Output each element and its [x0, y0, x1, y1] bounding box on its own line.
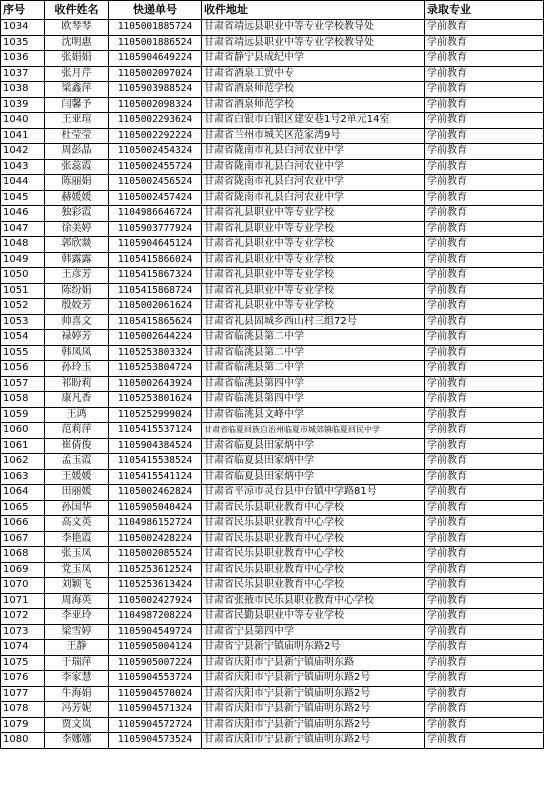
- cell-major: 学前教育: [425, 423, 544, 439]
- cell-tracking: 1105002643924: [109, 376, 202, 392]
- cell-major: 学前教育: [425, 190, 544, 206]
- cell-tracking: 1105904549724: [109, 624, 202, 640]
- cell-tracking: 1105002292224: [109, 128, 202, 144]
- cell-name: 崔倩俊: [45, 438, 109, 454]
- cell-address: 甘肃省张掖市民乐县职业教育中心学校: [202, 593, 425, 609]
- cell-major: 学前教育: [425, 454, 544, 470]
- table-row: [1, 144, 544, 160]
- cell-major: 学前教育: [425, 609, 544, 625]
- cell-address: 甘肃省临洮县文峰中学: [202, 407, 425, 423]
- cell-major: 学前教育: [425, 51, 544, 67]
- cell-major: 学前教育: [425, 128, 544, 144]
- cell-address: 甘肃省礼县职业中等专业学校: [202, 221, 425, 237]
- cell-major: 学前教育: [425, 624, 544, 640]
- cell-major: 学前教育: [425, 562, 544, 578]
- cell-major: 学前教育: [425, 361, 544, 377]
- table-row: [1, 345, 544, 361]
- table-row: [1, 128, 544, 144]
- cell-name: 张月芹: [45, 66, 109, 82]
- cell-tracking: 1105905007224: [109, 655, 202, 671]
- cell-tracking: 1105253801624: [109, 392, 202, 408]
- cell-tracking: 1105253613424: [109, 578, 202, 594]
- cell-id: 1061: [1, 438, 45, 454]
- table-row: [1, 733, 544, 749]
- cell-tracking: 1105904645124: [109, 237, 202, 253]
- cell-address: 甘肃省民乐县职业教育中心学校: [202, 500, 425, 516]
- table-row: [1, 113, 544, 129]
- cell-id: 1069: [1, 562, 45, 578]
- table-row: [1, 190, 544, 206]
- table-row: [1, 252, 544, 268]
- cell-name: 孙国华: [45, 500, 109, 516]
- cell-major: 学前教育: [425, 221, 544, 237]
- cell-id: 1076: [1, 671, 45, 687]
- cell-address: 甘肃省民勤县职业中等专业学校: [202, 609, 425, 625]
- cell-major: 学前教育: [425, 237, 544, 253]
- cell-major: 学前教育: [425, 252, 544, 268]
- table-row: [1, 283, 544, 299]
- cell-name: 范莉萍: [45, 423, 109, 439]
- cell-id: 1053: [1, 314, 45, 330]
- cell-major: 学前教育: [425, 97, 544, 113]
- cell-id: 1058: [1, 392, 45, 408]
- cell-address: 甘肃省临夏县田家炳中学: [202, 438, 425, 454]
- cell-name: 韩露露: [45, 252, 109, 268]
- cell-name: 高文英: [45, 516, 109, 532]
- cell-major: 学前教育: [425, 144, 544, 160]
- table-row: [1, 547, 544, 563]
- cell-major: 学前教育: [425, 438, 544, 454]
- cell-name: 张娟娟: [45, 51, 109, 67]
- table-row: [1, 20, 544, 36]
- table-row: [1, 593, 544, 609]
- cell-major: 学前教育: [425, 283, 544, 299]
- cell-name: 孟玉霞: [45, 454, 109, 470]
- cell-id: 1062: [1, 454, 45, 470]
- cell-address: 甘肃省庆阳市宁县新宁镇庙明东路2号: [202, 702, 425, 718]
- cell-major: 学前教育: [425, 717, 544, 733]
- cell-name: 王静: [45, 640, 109, 656]
- cell-tracking: 1105905004124: [109, 640, 202, 656]
- cell-name: 田丽媛: [45, 485, 109, 501]
- cell-address: 甘肃省礼县固城乡西山村三组72号: [202, 314, 425, 330]
- cell-name: 梁雪婷: [45, 624, 109, 640]
- cell-address: 甘肃省民乐县职业教育中心学校: [202, 531, 425, 547]
- table-body: [1, 20, 544, 749]
- cell-tracking: 1105002427924: [109, 593, 202, 609]
- table-row: [1, 624, 544, 640]
- cell-address: 甘肃省庆阳市宁县新宁镇庙明东路2号: [202, 686, 425, 702]
- cell-tracking: 1105415537124: [109, 423, 202, 439]
- cell-name: 张玉凤: [45, 547, 109, 563]
- cell-id: 1068: [1, 547, 45, 563]
- table-row: [1, 175, 544, 191]
- cell-address: 甘肃省民乐县职业教育中心学校: [202, 562, 425, 578]
- cell-major: 学前教育: [425, 593, 544, 609]
- cell-tracking: 1105002462824: [109, 485, 202, 501]
- cell-tracking: 1105905040424: [109, 500, 202, 516]
- cell-id: 1043: [1, 159, 45, 175]
- cell-major: 学前教育: [425, 702, 544, 718]
- cell-major: 学前教育: [425, 268, 544, 284]
- cell-name: 祁盼莉: [45, 376, 109, 392]
- cell-major: 学前教育: [425, 485, 544, 501]
- header-name: 收件姓名: [45, 1, 109, 20]
- cell-tracking: 1104987208224: [109, 609, 202, 625]
- table-row: [1, 609, 544, 625]
- cell-name: 帅喜文: [45, 314, 109, 330]
- header-tracking: 快递单号: [109, 1, 202, 20]
- cell-id: 1080: [1, 733, 45, 749]
- cell-major: 学前教育: [425, 655, 544, 671]
- cell-major: 学前教育: [425, 640, 544, 656]
- cell-address: 甘肃省平凉市灵台县中台镇中学路81号: [202, 485, 425, 501]
- table-row: [1, 500, 544, 516]
- cell-address: 甘肃省兰州市城关区范家湾9号: [202, 128, 425, 144]
- cell-id: 1034: [1, 20, 45, 36]
- cell-major: 学前教育: [425, 547, 544, 563]
- cell-id: 1042: [1, 144, 45, 160]
- cell-major: 学前教育: [425, 20, 544, 36]
- cell-major: 学前教育: [425, 376, 544, 392]
- cell-major: 学前教育: [425, 578, 544, 594]
- cell-tracking: 1105415538524: [109, 454, 202, 470]
- cell-major: 学前教育: [425, 35, 544, 51]
- header-address: 收件地址: [202, 1, 425, 20]
- cell-id: 1055: [1, 345, 45, 361]
- header-major: 录取专业: [425, 1, 544, 20]
- table-row: [1, 361, 544, 377]
- cell-name: 李娜娜: [45, 733, 109, 749]
- cell-major: 学前教育: [425, 314, 544, 330]
- cell-address: 甘肃省白银市白银区建安巷1号2单元14室: [202, 113, 425, 129]
- cell-id: 1038: [1, 82, 45, 98]
- cell-major: 学前教育: [425, 531, 544, 547]
- table-row: [1, 376, 544, 392]
- table-row: [1, 407, 544, 423]
- cell-id: 1040: [1, 113, 45, 129]
- cell-major: 学前教育: [425, 407, 544, 423]
- cell-name: 孙玲玉: [45, 361, 109, 377]
- cell-name: 王鸿: [45, 407, 109, 423]
- header-row: [1, 1, 544, 20]
- cell-address: 甘肃省酒泉师范学校: [202, 97, 425, 113]
- cell-major: 学前教育: [425, 345, 544, 361]
- cell-tracking: 1105001885724: [109, 20, 202, 36]
- cell-name: 欧琴琴: [45, 20, 109, 36]
- cell-tracking: 1105002428224: [109, 531, 202, 547]
- table-row: [1, 578, 544, 594]
- cell-tracking: 1105253612524: [109, 562, 202, 578]
- table-row: [1, 299, 544, 315]
- cell-tracking: 1105904649224: [109, 51, 202, 67]
- cell-address: 甘肃省民乐县职业教育中心学校: [202, 516, 425, 532]
- cell-tracking: 1105002097024: [109, 66, 202, 82]
- header-id: 序号: [1, 1, 45, 20]
- cell-name: 杜莹莹: [45, 128, 109, 144]
- table-row: [1, 516, 544, 532]
- cell-name: 周海英: [45, 593, 109, 609]
- cell-major: 学前教育: [425, 159, 544, 175]
- table-row: [1, 423, 544, 439]
- cell-tracking: 1105002061624: [109, 299, 202, 315]
- cell-id: 1060: [1, 423, 45, 439]
- cell-id: 1056: [1, 361, 45, 377]
- cell-address: 甘肃省礼县职业中等专业学校: [202, 268, 425, 284]
- cell-id: 1044: [1, 175, 45, 191]
- cell-name: 贾文岚: [45, 717, 109, 733]
- cell-address: 甘肃省礼县职业中等专业学校: [202, 283, 425, 299]
- cell-id: 1071: [1, 593, 45, 609]
- cell-tracking: 1105415866024: [109, 252, 202, 268]
- cell-tracking: 1105253803324: [109, 345, 202, 361]
- cell-address: 甘肃省临夏回族自治州临夏市城郊镇临夏回民中学: [202, 423, 425, 439]
- cell-id: 1054: [1, 330, 45, 346]
- cell-name: 张蕊霞: [45, 159, 109, 175]
- cell-tracking: 1105903777924: [109, 221, 202, 237]
- cell-id: 1036: [1, 51, 45, 67]
- cell-id: 1078: [1, 702, 45, 718]
- table-row: [1, 454, 544, 470]
- table-row: [1, 51, 544, 67]
- cell-id: 1052: [1, 299, 45, 315]
- cell-id: 1059: [1, 407, 45, 423]
- cell-name: 徐美婷: [45, 221, 109, 237]
- cell-id: 1045: [1, 190, 45, 206]
- cell-name: 独彩霞: [45, 206, 109, 222]
- cell-id: 1065: [1, 500, 45, 516]
- cell-id: 1073: [1, 624, 45, 640]
- cell-tracking: 1105002455724: [109, 159, 202, 175]
- cell-id: 1039: [1, 97, 45, 113]
- cell-tracking: 1105002293624: [109, 113, 202, 129]
- cell-tracking: 1105252999024: [109, 407, 202, 423]
- cell-id: 1037: [1, 66, 45, 82]
- cell-tracking: 1105415868724: [109, 283, 202, 299]
- cell-tracking: 1105904384524: [109, 438, 202, 454]
- cell-address: 甘肃省临洮县第四中学: [202, 392, 425, 408]
- cell-major: 学前教育: [425, 392, 544, 408]
- cell-name: 刘颖飞: [45, 578, 109, 594]
- cell-id: 1047: [1, 221, 45, 237]
- cell-tracking: 1105415541124: [109, 469, 202, 485]
- cell-address: 甘肃省宁县第四中学: [202, 624, 425, 640]
- cell-name: 闫馨予: [45, 97, 109, 113]
- cell-address: 甘肃省陇南市礼县白河农业中学: [202, 144, 425, 160]
- cell-name: 禄婷芳: [45, 330, 109, 346]
- table-row: [1, 562, 544, 578]
- cell-tracking: 1104986646724: [109, 206, 202, 222]
- cell-tracking: 1105904572724: [109, 717, 202, 733]
- table-row: [1, 221, 544, 237]
- cell-address: 甘肃省靖远县职业中等专业学校教导处: [202, 35, 425, 51]
- cell-address: 甘肃省宁县新宁镇庙明东路2号: [202, 640, 425, 656]
- cell-name: 王彦芳: [45, 268, 109, 284]
- cell-name: 沈明惠: [45, 35, 109, 51]
- cell-address: 甘肃省庆阳市宁县新宁镇庙明东路2号: [202, 671, 425, 687]
- cell-tracking: 1105002454324: [109, 144, 202, 160]
- table-row: [1, 237, 544, 253]
- cell-address: 甘肃省临洮县第二中学: [202, 330, 425, 346]
- cell-address: 甘肃省酒泉工贸中专: [202, 66, 425, 82]
- table-row: [1, 485, 544, 501]
- cell-tracking: 1105002456524: [109, 175, 202, 191]
- cell-address: 甘肃省静宁县成纪中学: [202, 51, 425, 67]
- cell-tracking: 1105904573524: [109, 733, 202, 749]
- cell-id: 1049: [1, 252, 45, 268]
- cell-address: 甘肃省庆阳市宁县新宁镇庙明东路2号: [202, 733, 425, 749]
- table-row: [1, 392, 544, 408]
- cell-id: 1077: [1, 686, 45, 702]
- table-row: [1, 671, 544, 687]
- cell-id: 1046: [1, 206, 45, 222]
- cell-tracking: 1105904553724: [109, 671, 202, 687]
- cell-major: 学前教育: [425, 686, 544, 702]
- cell-address: 甘肃省民乐县职业教育中心学校: [202, 547, 425, 563]
- cell-major: 学前教育: [425, 469, 544, 485]
- cell-tracking: 1105002644224: [109, 330, 202, 346]
- table-row: [1, 717, 544, 733]
- cell-id: 1051: [1, 283, 45, 299]
- cell-tracking: 1105253804724: [109, 361, 202, 377]
- cell-major: 学前教育: [425, 206, 544, 222]
- table-row: [1, 686, 544, 702]
- cell-address: 甘肃省临夏县田家炳中学: [202, 469, 425, 485]
- cell-id: 1035: [1, 35, 45, 51]
- table-row: [1, 35, 544, 51]
- table-row: [1, 469, 544, 485]
- cell-id: 1057: [1, 376, 45, 392]
- cell-name: 韩凤凤: [45, 345, 109, 361]
- cell-id: 1072: [1, 609, 45, 625]
- cell-id: 1041: [1, 128, 45, 144]
- cell-address: 甘肃省陇南市礼县白河农业中学: [202, 175, 425, 191]
- table-row: [1, 655, 544, 671]
- cell-major: 学前教育: [425, 671, 544, 687]
- cell-name: 康凡香: [45, 392, 109, 408]
- table-row: [1, 702, 544, 718]
- cell-address: 甘肃省礼县职业中等专业学校: [202, 237, 425, 253]
- cell-major: 学前教育: [425, 733, 544, 749]
- cell-tracking: 1105904570024: [109, 686, 202, 702]
- cell-name: 党玉凤: [45, 562, 109, 578]
- cell-tracking: 1105002085524: [109, 547, 202, 563]
- cell-tracking: 1105002098324: [109, 97, 202, 113]
- table-row: [1, 330, 544, 346]
- cell-tracking: 1105903988524: [109, 82, 202, 98]
- cell-name: 周彭晶: [45, 144, 109, 160]
- cell-tracking: 1105415867324: [109, 268, 202, 284]
- cell-address: 甘肃省礼县职业中等专业学校: [202, 252, 425, 268]
- cell-name: 李艳霞: [45, 531, 109, 547]
- cell-name: 殷姣芳: [45, 299, 109, 315]
- cell-tracking: 1104986152724: [109, 516, 202, 532]
- cell-tracking: 1105001886524: [109, 35, 202, 51]
- cell-address: 甘肃省临洮县第二中学: [202, 345, 425, 361]
- cell-id: 1074: [1, 640, 45, 656]
- table-row: [1, 97, 544, 113]
- cell-major: 学前教育: [425, 113, 544, 129]
- cell-name: 牛海娟: [45, 686, 109, 702]
- cell-name: 王媛媛: [45, 469, 109, 485]
- cell-major: 学前教育: [425, 82, 544, 98]
- table-row: [1, 640, 544, 656]
- cell-name: 王亚瑄: [45, 113, 109, 129]
- cell-address: 甘肃省礼县职业中等专业学校: [202, 299, 425, 315]
- cell-address: 甘肃省庆阳市宁县新宁镇庙明东路: [202, 655, 425, 671]
- cell-id: 1067: [1, 531, 45, 547]
- cell-name: 陈丽娟: [45, 175, 109, 191]
- cell-id: 1063: [1, 469, 45, 485]
- cell-tracking: 1105415865624: [109, 314, 202, 330]
- cell-name: 冯芳妮: [45, 702, 109, 718]
- table-row: [1, 159, 544, 175]
- cell-tracking: 1105002457424: [109, 190, 202, 206]
- cell-name: 赫媛媛: [45, 190, 109, 206]
- cell-id: 1064: [1, 485, 45, 501]
- cell-address: 甘肃省临夏县田家炳中学: [202, 454, 425, 470]
- cell-name: 陈纷娟: [45, 283, 109, 299]
- cell-major: 学前教育: [425, 299, 544, 315]
- cell-id: 1048: [1, 237, 45, 253]
- cell-major: 学前教育: [425, 500, 544, 516]
- table-row: [1, 82, 544, 98]
- cell-address: 甘肃省礼县职业中等专业学校: [202, 206, 425, 222]
- cell-major: 学前教育: [425, 330, 544, 346]
- cell-address: 甘肃省靖远县职业中等专业学校教导处: [202, 20, 425, 36]
- cell-address: 甘肃省陇南市礼县白河农业中学: [202, 159, 425, 175]
- cell-id: 1075: [1, 655, 45, 671]
- table-row: [1, 438, 544, 454]
- cell-id: 1066: [1, 516, 45, 532]
- cell-address: 甘肃省酒泉师范学校: [202, 82, 425, 98]
- table-row: [1, 314, 544, 330]
- table-row: [1, 268, 544, 284]
- cell-name: 梁鑫萍: [45, 82, 109, 98]
- cell-id: 1070: [1, 578, 45, 594]
- cell-name: 郭欣燚: [45, 237, 109, 253]
- cell-id: 1079: [1, 717, 45, 733]
- cell-address: 甘肃省民乐县职业教育中心学校: [202, 578, 425, 594]
- cell-address: 甘肃省临洮县第二中学: [202, 361, 425, 377]
- table-row: [1, 66, 544, 82]
- cell-id: 1050: [1, 268, 45, 284]
- cell-address: 甘肃省陇南市礼县白河农业中学: [202, 190, 425, 206]
- cell-name: 李家慧: [45, 671, 109, 687]
- cell-address: 甘肃省庆阳市宁县新宁镇庙明东路2号: [202, 717, 425, 733]
- cell-major: 学前教育: [425, 66, 544, 82]
- table-row: [1, 206, 544, 222]
- cell-major: 学前教育: [425, 516, 544, 532]
- cell-address: 甘肃省临洮县第四中学: [202, 376, 425, 392]
- table-row: [1, 531, 544, 547]
- cell-name: 李亚玲: [45, 609, 109, 625]
- cell-tracking: 1105904571324: [109, 702, 202, 718]
- cell-name: 于瑞萍: [45, 655, 109, 671]
- cell-major: 学前教育: [425, 175, 544, 191]
